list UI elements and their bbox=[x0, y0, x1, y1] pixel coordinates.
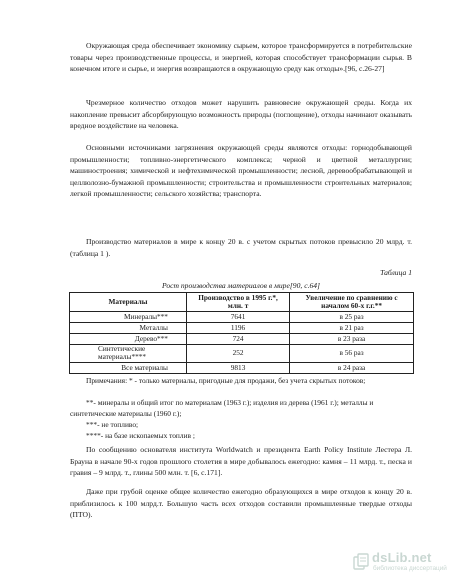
cell-production: 1196 bbox=[186, 323, 289, 334]
cell-production: 252 bbox=[186, 345, 289, 363]
cell-material: Металлы bbox=[70, 323, 187, 334]
paragraph-3: Основными источниками загрязнения окружающей среды являются отходы: горнодобывающей промышленности; топливно-энергетического комплекса; черной и цветной металлургии; машиностроения; химической и нефтехимической промышленности; лесной, деревообрабатывающей и целлюлозно-бумажной промышленности; строительства и промышленности строительных материалов; легкой промышленности; сельского хозяйства; транспорта. bbox=[70, 143, 412, 199]
cell-increase: в 23 раза bbox=[290, 334, 414, 345]
cell-material: Синтетические материалы**** bbox=[70, 345, 187, 363]
cell-material: Дерево*** bbox=[70, 334, 187, 345]
watermark-title: dsLib.net bbox=[372, 550, 432, 565]
cell-production: 9813 bbox=[186, 362, 289, 373]
paragraph-6: Даже при грубой оценке общее количество ежегодно образующихся в мире отходов к концу 20 в. приблизилось к 100 млрд.т. Большую часть всех отходов составили промышленные твердые отходы (ПТО). bbox=[70, 487, 412, 520]
table-row bbox=[70, 345, 414, 363]
table-row bbox=[70, 362, 414, 373]
cell-material: Минералы*** bbox=[70, 312, 187, 323]
header-materials: Материалы bbox=[70, 293, 187, 312]
paragraph-5: По сообщению основателя института Worldwatch и президента Earth Policy Institute Лестера Л. Брауна в начале 90-х годов прошлого столетия в мире добывалось ежегодно: камня – 11 млрд. т., песка и гравия – 9 млрд. т., глины 500 млн. т. [6, с.171]. bbox=[70, 445, 412, 478]
dslib-watermark bbox=[352, 550, 447, 576]
cell-production: 724 bbox=[186, 334, 289, 345]
table-caption: Рост производства материалов в мире[90, с.64] bbox=[161, 281, 321, 290]
header-increase: Увеличение по сравнению с началом 60-х г.г.** bbox=[290, 293, 414, 312]
document-stack-icon bbox=[352, 553, 370, 571]
paragraph-4: Производство материалов в мире к концу 20 в. с учетом скрытых потоков превысило 20 млрд. т. (таблица 1 ). bbox=[70, 237, 412, 258]
table-label: Таблица 1 bbox=[380, 268, 412, 277]
table-row bbox=[70, 334, 414, 345]
cell-increase: в 21 раз bbox=[290, 323, 414, 334]
materials-table bbox=[69, 292, 414, 374]
cell-increase: в 25 раз bbox=[290, 312, 414, 323]
table-row bbox=[70, 323, 414, 334]
header-production: Производство в 1995 г.*, млн. т bbox=[186, 293, 289, 312]
watermark-subtitle: библиотека диссертаций bbox=[373, 565, 447, 572]
cell-increase: в 24 раза bbox=[290, 362, 414, 373]
note-2: **- минералы и общий итог по материалам (1963 г.); изделия из дерева (1961 г.); металлы и синтетические материалы (1960 г.); bbox=[70, 398, 374, 418]
cell-material: Все материалы bbox=[70, 362, 187, 373]
table-header-row bbox=[70, 293, 414, 312]
note-3: ***- не топливо; bbox=[86, 420, 139, 429]
paragraph-2: Чрезмерное количество отходов может нарушить равновесие окружающей среды. Когда их накопление превысит абсорбирующую возможность природы (поглощение), отходы начинают оказывать вредное воздействие на человека. bbox=[70, 98, 412, 131]
note-4: ****- на базе ископаемых топлив ; bbox=[86, 431, 195, 440]
note-1: Примечания: * - только материалы, пригодные для продажи, без учета скрытых потоков; bbox=[86, 376, 366, 385]
cell-increase: в 56 раз bbox=[290, 345, 414, 363]
paragraph-1: Окружающая среда обеспечивает экономику сырьем, которое трансформируется в потребительские товары через производственные процессы, и энергией, которая способствует трансформации сырья. В конечном итоге и сырье, и энергия возвращаются в окружающую среду как отходы».[96, с.26-27] bbox=[70, 41, 412, 74]
cell-production: 7641 bbox=[186, 312, 289, 323]
table-row bbox=[70, 312, 414, 323]
